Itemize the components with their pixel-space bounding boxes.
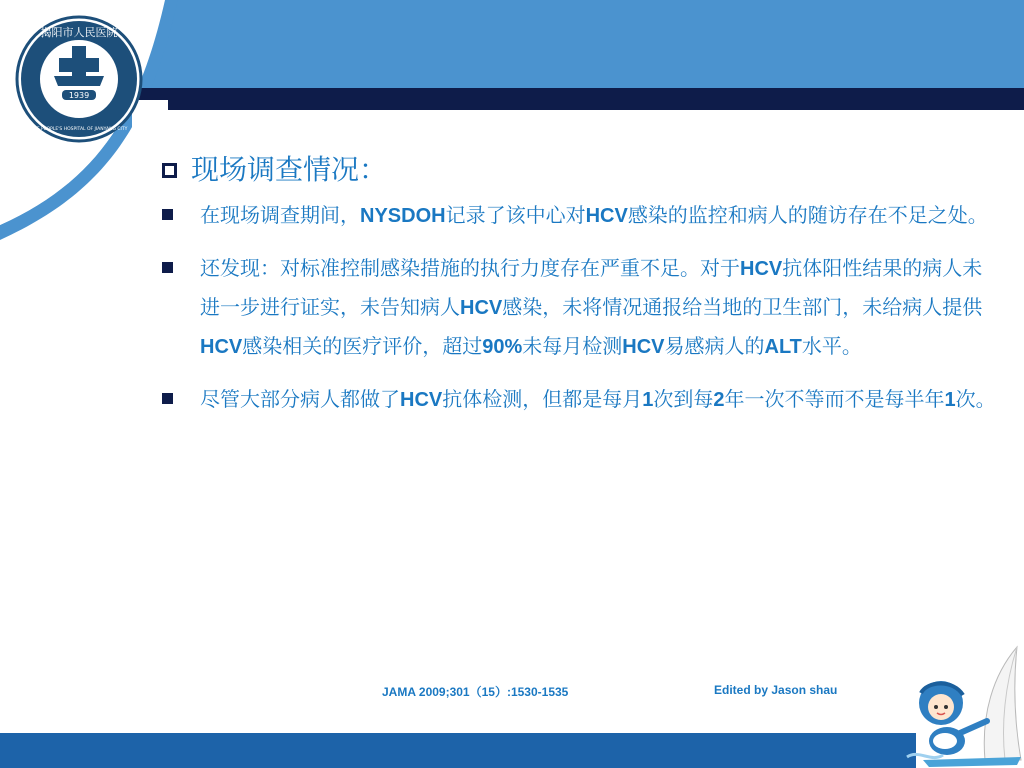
bullet-text [200,380,996,419]
bold-term: HCV [585,205,628,227]
slide-content [162,150,997,433]
bottom-bar [0,733,916,768]
text-segment: 感染，未将情况通报给当地的卫生部门，未给病人提供 [502,295,983,319]
heading-text: 现场调查情况： [191,153,388,186]
text-segment: 感染的监控和病人的随访存在不足之处。 [627,203,988,227]
logo-bottom-text: THE PEOPLE'S HOSPITAL OF JIANYANG CITY [30,127,128,132]
bold-term: ALT [764,336,802,358]
bold-term: HCV [740,258,783,280]
bullet-item [162,196,997,235]
bold-term: HCV [200,336,243,358]
mascot-sailboard-image [905,645,1024,768]
bold-term: 1 [642,389,654,411]
text-segment: 次到每 [653,387,714,411]
bold-term: HCV [622,336,665,358]
bold-term: NYSDOH [360,205,446,227]
footer-reference: JAMA 2009;301（15）:1530-1535 [382,685,569,699]
hollow-square-bullet-icon [162,163,177,178]
hospital-logo [14,14,144,144]
square-bullet-icon [162,393,173,404]
bold-term: 2 [713,389,725,411]
text-segment: 易感病人的 [664,334,765,358]
bullet-text [200,249,997,366]
text-segment: 水平。 [801,334,862,358]
text-segment: 记录了该中心对 [445,203,586,227]
bold-term: HCV [460,297,503,319]
header-navy-band [168,88,1024,110]
text-segment: 尽管大部分病人都做了 [200,387,400,411]
bullet-item [162,380,997,419]
text-segment: 未每月检测 [522,334,623,358]
bold-term: 1 [944,389,956,411]
slide-heading [162,150,997,190]
bold-term: 90% [482,336,523,358]
bullet-item [162,249,997,366]
logo-year: 1939 [68,91,90,100]
square-bullet-icon [162,209,173,220]
text-segment: 年一次不等而不是每半年 [724,387,945,411]
text-segment: 还发现：对标准控制感染措施的执行力度存在严重不足。对于 [200,256,740,280]
text-segment: 在现场调查期间， [200,203,360,227]
text-segment: 抗体检测，但都是每月 [442,387,643,411]
logo-top-text: 揭阳市人民医院 [40,26,118,39]
footer-editor: Edited by Jason shau [714,683,838,697]
text-segment: 感染相关的医疗评价，超过 [242,334,483,358]
text-segment: 抗体阳性结果的病人未进一步进行证实，未告知病人 [200,256,983,319]
bullet-text [200,196,988,235]
square-bullet-icon [162,262,173,273]
text-segment: 次。 [955,387,996,411]
bold-term: HCV [400,389,443,411]
